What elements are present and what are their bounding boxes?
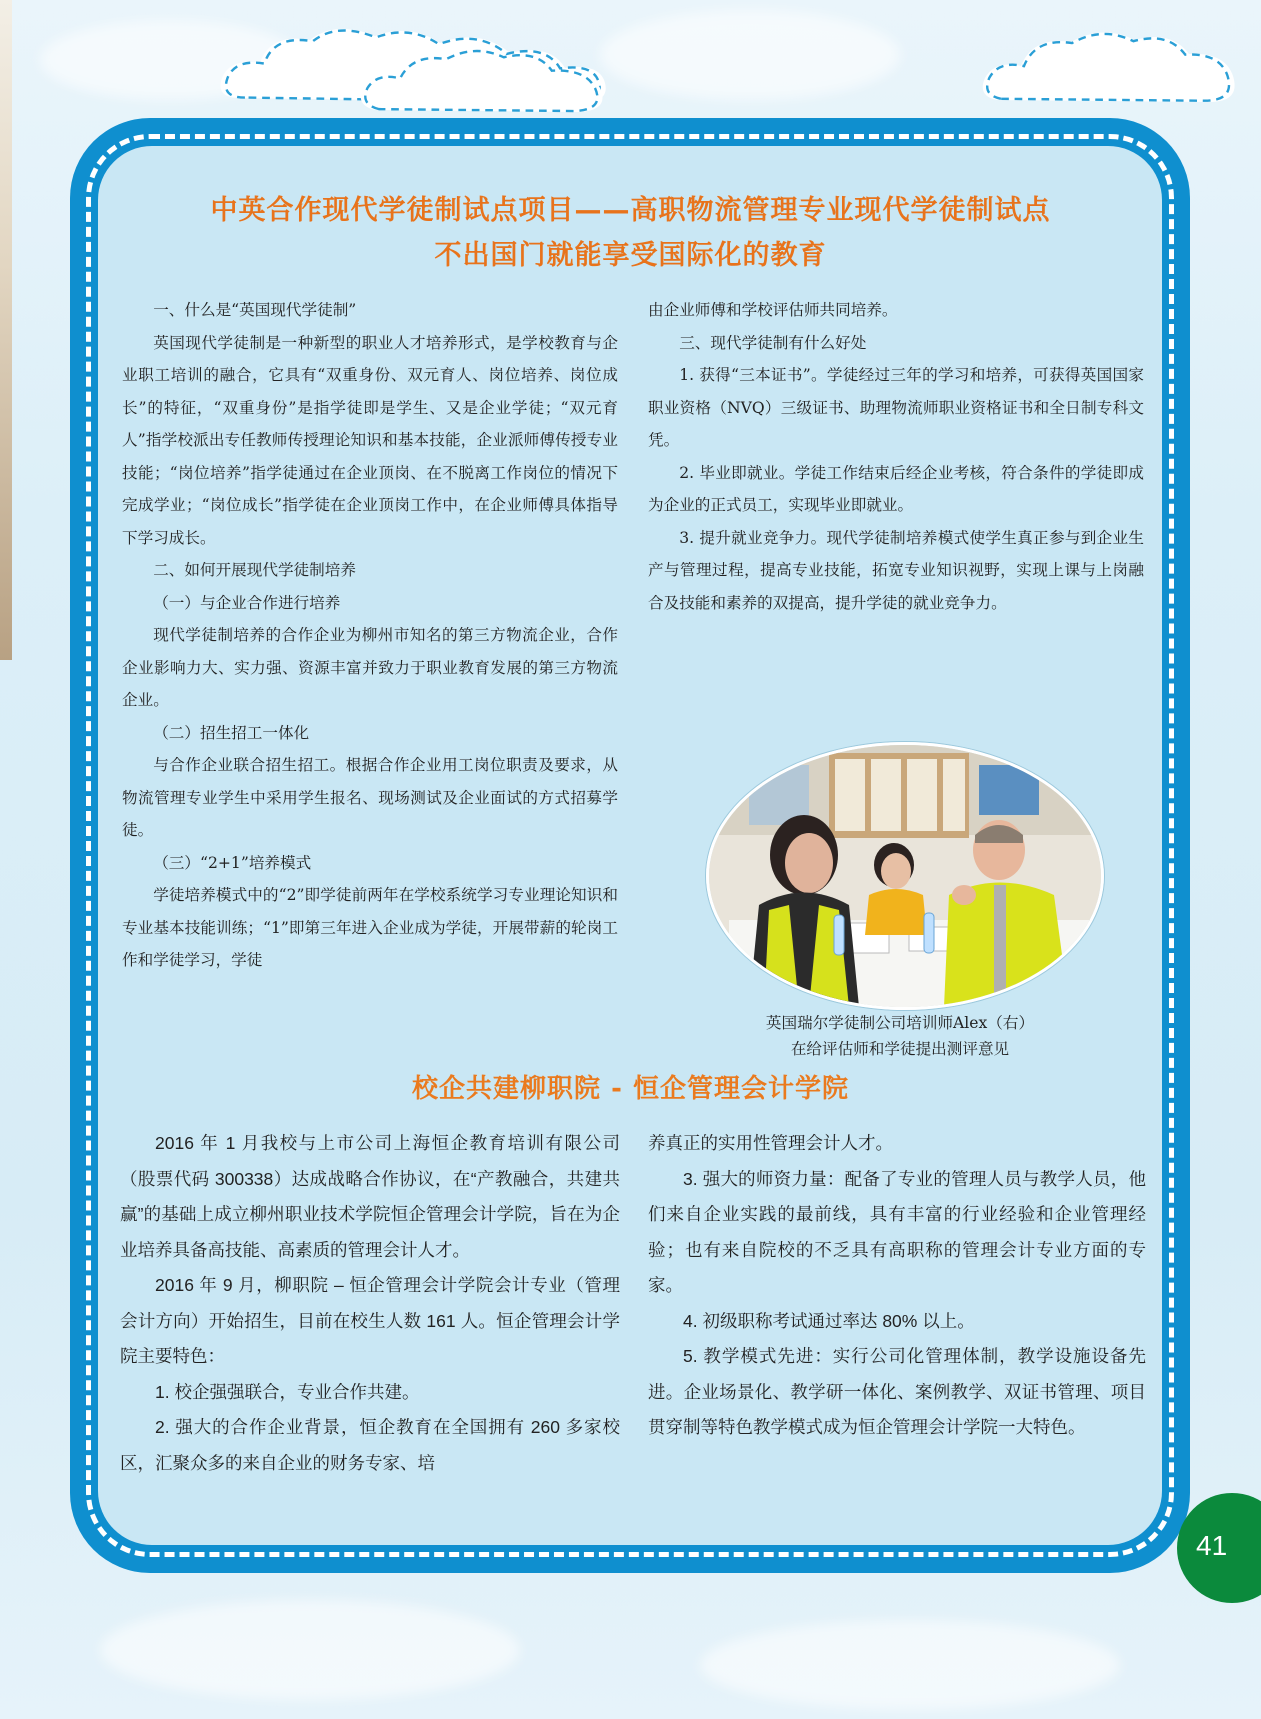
paragraph: 2. 毕业即就业。学徒工作结束后经企业考核，符合条件的学徒即成为企业的正式员工，实现毕业即就业。 bbox=[648, 463, 1144, 514]
left-edge-strip bbox=[0, 0, 12, 660]
training-photo bbox=[706, 742, 1104, 1010]
paragraph: 二、如何开展现代学徒制培养 bbox=[153, 561, 356, 579]
paragraph: 2. 强大的合作企业背景，恒企教育在全国拥有 260 多家校区，汇聚众多的来自企业的财务专家、培 bbox=[120, 1417, 620, 1473]
cloud-decoration-right bbox=[975, 22, 1255, 112]
cloud-decoration-middle bbox=[355, 40, 625, 120]
paragraph: 学徒培养模式中的“2”即学徒前两年在学校系统学习专业理论知识和专业基本技能训练；“1”即第三年进入企业成为学徒，开展带薪的轮岗工作和学徒学习，学徒 bbox=[122, 886, 618, 969]
paragraph-continuation: 由企业师傅和学校评估师共同培养。 bbox=[648, 301, 898, 319]
paragraph: 一、什么是“英国现代学徒制” bbox=[153, 301, 357, 319]
section2-right-column bbox=[648, 1126, 1146, 1446]
paragraph: 3. 强大的师资力量：配备了专业的管理人员与教学人员，他们来自企业实践的最前线，具有丰富的行业经验和企业管理经验；也有来自院校的不乏具有高职称的管理会计专业方面的专家。 bbox=[648, 1168, 1146, 1295]
paragraph: 4. 初级职称考试通过率达 80% 以上。 bbox=[683, 1310, 975, 1331]
section1-title-line1: 中英合作现代学徒制试点项目——高职物流管理专业现代学徒制试点 bbox=[210, 195, 1051, 226]
paragraph: 英国现代学徒制是一种新型的职业人才培养形式，是学校教育与企业职工培训的融合，它具有“双重身份、双元育人、岗位培养、岗位成长”的特征，“双重身份”是指学徒即是学生、又是企业学徒；“双元育人”指学校派出专任教师传授理论知识和基本技能，企业派师傅传授专业技能；“岗位培养”指学徒通过在企业顶岗、在不脱离工作岗位的情况下完成学业；“岗位成长”指学徒在企业顶岗工作中，在企业师傅具体指导下学习成长。 bbox=[122, 333, 618, 547]
paragraph: 三、现代学徒制有什么好处 bbox=[679, 333, 867, 352]
paragraph: 1. 获得“三本证书”。学徒经过三年的学习和培养，可获得英国国家职业资格（NVQ）三级证书、助理物流师职业资格证书和全日制专科文凭。 bbox=[648, 366, 1144, 449]
photo-caption-line2: 在给评估师和学徒提出测评意见 bbox=[790, 1040, 1010, 1058]
section1-right-column bbox=[648, 294, 1144, 619]
section1-left-column bbox=[122, 294, 618, 977]
paragraph: （二）招生招工一体化 bbox=[153, 723, 310, 742]
section1-title-line2: 不出国门就能享受国际化的教育 bbox=[434, 240, 827, 271]
page-number: 41 bbox=[1196, 1530, 1228, 1561]
paragraph: 5. 教学模式先进：实行公司化管理体制，教学设施设备先进。企业场景化、教学研一体化、案例教学、双证书管理、项目贯穿制等特色教学模式成为恒企管理会计学院一大特色。 bbox=[648, 1346, 1146, 1437]
paragraph: 2016 年 1 月我校与上市公司上海恒企教育培训有限公司（股票代码 300338）达成战略合作协议，在“产教融合，共建共赢”的基础上成立柳州职业技术学院恒企管理会计学院，旨在为企业培养具备高技能、高素质的管理会计人才。 bbox=[120, 1133, 620, 1260]
paragraph: 现代学徒制培养的合作企业为柳州市知名的第三方物流企业，合作企业影响力大、实力强、资源丰富并致力于职业教育发展的第三方物流企业。 bbox=[122, 626, 618, 709]
sky-cloud-bg bbox=[700, 1620, 1120, 1710]
paragraph: （一）与企业合作进行培养 bbox=[153, 593, 341, 612]
paragraph: （三）“2+1”培养模式 bbox=[153, 853, 312, 872]
paragraph: 2016 年 9 月，柳职院 – 恒企管理会计学院会计专业（管理会计方向）开始招生，目前在校生人数 161 人。恒企管理会计学院主要特色： bbox=[120, 1275, 620, 1366]
paragraph: 3. 提升就业竞争力。现代学徒制培养模式使学生真正参与到企业生产与管理过程，提高专业技能，拓宽专业知识视野，实现上课与上岗融合及技能和素养的双提高，提升学徒的就业竞争力。 bbox=[648, 528, 1144, 612]
sky-cloud-bg bbox=[100, 1600, 520, 1700]
section2-title: 校企共建柳职院 - 恒企管理会计学院 bbox=[412, 1074, 849, 1104]
paragraph-continuation: 养真正的实用性管理会计人才。 bbox=[648, 1133, 893, 1153]
photo-caption-line1: 英国瑞尔学徒制公司培训师Alex（右） bbox=[765, 1014, 1035, 1032]
paragraph: 与合作企业联合招生招工。根据合作企业用工岗位职责及要求，从物流管理专业学生中采用学生报名、现场测试及企业面试的方式招募学徒。 bbox=[122, 756, 618, 839]
section2-left-column bbox=[120, 1126, 620, 1481]
paragraph: 1. 校企强强联合，专业合作共建。 bbox=[155, 1381, 420, 1402]
